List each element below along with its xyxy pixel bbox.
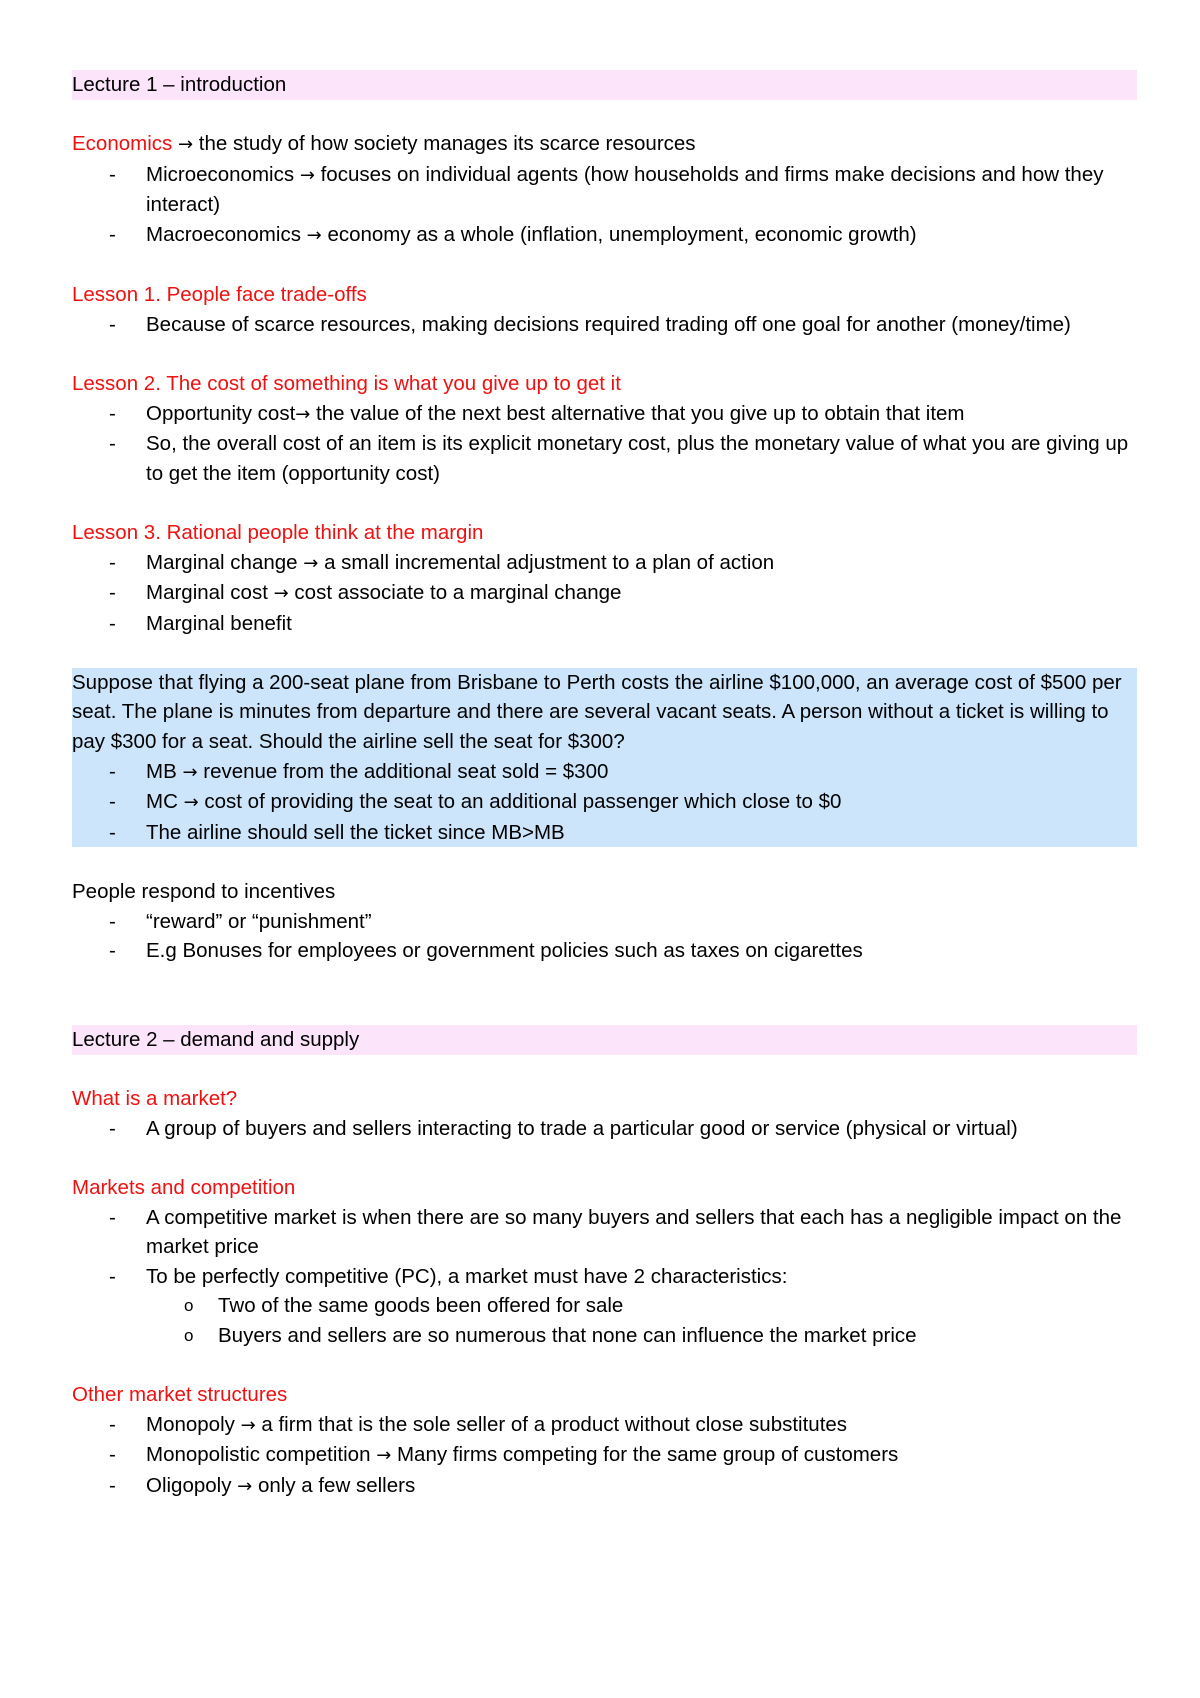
- example-box: [72, 668, 1137, 848]
- bullet-term: Microeconomics: [146, 162, 295, 186]
- list-item: - To be perfectly competitive (PC), a market must have 2 characteristics:: [72, 1262, 1137, 1292]
- competition-title: Markets and competition: [72, 1175, 296, 1199]
- bullet-term: Marginal change: [146, 550, 298, 574]
- spacer: [72, 488, 1137, 518]
- bullet-term: MB: [146, 759, 177, 783]
- lesson-3-title: Lesson 3. Rational people think at the margin: [72, 520, 484, 544]
- lesson-1-title: Lesson 1. People face trade-offs: [72, 283, 367, 307]
- list-item-microeconomics: [72, 160, 1137, 220]
- bullet-text: only a few sellers: [252, 1473, 416, 1497]
- bullet-term: Macroeconomics: [146, 222, 301, 246]
- spacer: [72, 847, 1137, 877]
- list-item-monopoly: [72, 1410, 1137, 1441]
- bullet-term: Opportunity cost: [146, 401, 296, 425]
- arrow-icon: →: [182, 761, 198, 783]
- spacer: [72, 1055, 1137, 1085]
- spacer: [72, 1143, 1137, 1173]
- bullet-text: the value of the next best alternative that you give up to obtain that item: [310, 401, 965, 425]
- example-text: Suppose that flying a 200-seat plane from Brisbane to Perth costs the airline $100,000, an average cost of $500 per seat. The plane is minutes from departure and there are several vacant seats. A person without a ticket is willing to pay $300 for a seat. Should the airline sell the seat for $300?: [72, 670, 1122, 754]
- spacer: [72, 966, 1137, 996]
- arrow-icon: →: [295, 403, 311, 425]
- spacer: [72, 1351, 1137, 1381]
- structures-title: Other market structures: [72, 1383, 288, 1407]
- list-item-marginal-change: [72, 548, 1137, 579]
- bullet-term: Monopolistic competition: [146, 1443, 371, 1467]
- bullet-text: Many firms competing for the same group of customers: [391, 1443, 899, 1467]
- list-item-opportunity-cost: [72, 399, 1137, 430]
- bullet-text: revenue from the additional seat sold = $300: [197, 759, 609, 783]
- arrow-icon: →: [177, 134, 194, 156]
- spacer: [72, 638, 1137, 668]
- list-item: - Marginal benefit: [72, 609, 1137, 639]
- economics-definition: [72, 129, 1137, 160]
- arrow-icon: →: [306, 224, 322, 246]
- list-item-monopolistic: [72, 1440, 1137, 1471]
- list-item-mb: [72, 757, 1137, 788]
- incentives-title: People respond to incentives: [72, 880, 336, 904]
- list-item: - “reward” or “punishment”: [72, 907, 1137, 937]
- bullet-term: Marginal cost: [146, 581, 268, 605]
- list-item-mc: [72, 787, 1137, 818]
- economics-definition-text: the study of how society manages its scarce resources: [193, 132, 696, 156]
- list-item: - E.g Bonuses for employees or government policies such as taxes on cigarettes: [72, 936, 1137, 966]
- arrow-icon: →: [303, 552, 319, 574]
- list-item-oligopoly: [72, 1471, 1137, 1502]
- list-item: - Because of scarce resources, making decisions required trading off one goal for another (money/time): [72, 310, 1137, 340]
- arrow-icon: →: [237, 1475, 253, 1497]
- lecture-1-header: Lecture 1 – introduction: [72, 70, 1137, 100]
- lecture-2-header: Lecture 2 – demand and supply: [72, 1025, 1137, 1055]
- list-item: - A group of buyers and sellers interacting to trade a particular good or service (physical or virtual): [72, 1114, 1137, 1144]
- bullet-text: cost of providing the seat to an additional passenger which close to $0: [198, 790, 842, 814]
- arrow-icon: →: [299, 164, 315, 186]
- sub-list-item: o Two of the same goods been offered for sale: [72, 1291, 1137, 1321]
- bullet-term: MC: [146, 790, 178, 814]
- spacer: [72, 251, 1137, 281]
- economics-term: Economics: [72, 132, 173, 156]
- spacer: [72, 995, 1137, 1025]
- market-title: What is a market?: [72, 1087, 238, 1111]
- bullet-term: Monopoly: [146, 1412, 235, 1436]
- list-item: - A competitive market is when there are so many buyers and sellers that each has a negligible impact on the market price: [72, 1203, 1137, 1262]
- bullet-text: a firm that is the sole seller of a product without close substitutes: [255, 1412, 848, 1436]
- bullet-text: cost associate to a marginal change: [288, 581, 622, 605]
- bullet-text: a small incremental adjustment to a plan of action: [318, 550, 775, 574]
- bullet-term: Oligopoly: [146, 1473, 232, 1497]
- sub-list-item: o Buyers and sellers are so numerous that none can influence the market price: [72, 1321, 1137, 1351]
- lesson-2-title: Lesson 2. The cost of something is what you give up to get it: [72, 371, 621, 395]
- list-item-macroeconomics: [72, 220, 1137, 251]
- arrow-icon: →: [183, 792, 199, 814]
- bullet-text: focuses on individual agents (how households and firms make decisions and how they interact): [146, 162, 1104, 217]
- arrow-icon: →: [273, 583, 289, 605]
- spacer: [72, 100, 1137, 130]
- bullet-text: economy as a whole (inflation, unemployment, economic growth): [321, 222, 917, 246]
- arrow-icon: →: [376, 1445, 392, 1467]
- arrow-icon: →: [240, 1414, 256, 1436]
- list-item: - The airline should sell the ticket since MB>MB: [72, 818, 1137, 848]
- list-item: - So, the overall cost of an item is its explicit monetary cost, plus the monetary value of what you are giving up to get the item (opportunity cost): [72, 429, 1137, 488]
- list-item-marginal-cost: [72, 578, 1137, 609]
- spacer: [72, 339, 1137, 369]
